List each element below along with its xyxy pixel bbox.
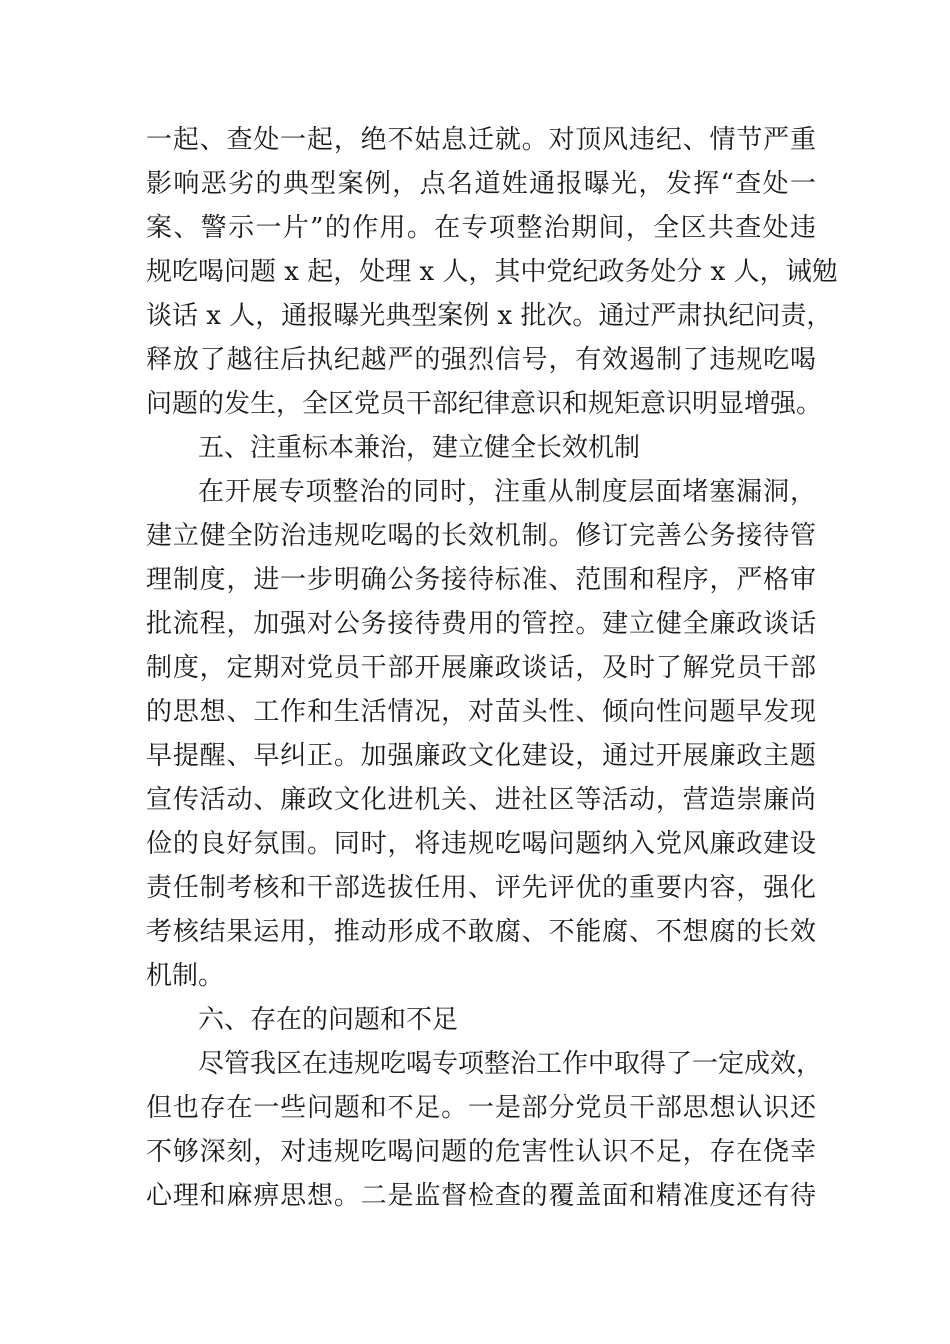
body-text-line: 建立健全防治违规吃喝的长效机制。修订完善公务接待管	[146, 521, 816, 551]
body-text-line: 早提醒、早纠正。加强廉政文化建设，通过开展廉政主题	[146, 741, 816, 771]
body-text-line: 俭的良好氛围。同时，将违规吃喝问题纳入党风廉政建设	[146, 829, 816, 859]
body-text-line: 理制度，进一步明确公务接待标准、范围和程序，严格审	[146, 565, 816, 595]
body-text-line: 机制。	[146, 961, 225, 991]
body-text-line: 影响恶劣的典型案例，点名道姓通报曝光，发挥“查处一	[146, 169, 816, 199]
body-text-line: 谈话 x 人，通报曝光典型案例 x 批次。通过严肃执纪问责，	[146, 301, 833, 331]
body-text-line: 在开展专项整治的同时，注重从制度层面堵塞漏洞，	[198, 477, 816, 507]
body-text-line: 不够深刻，对违规吃喝问题的危害性认识不足，存在侥幸	[146, 1137, 816, 1167]
body-text-line: 释放了越往后执纪越严的强烈信号，有效遏制了违规吃喝	[146, 345, 816, 375]
body-text-line: 宣传活动、廉政文化进机关、进社区等活动，营造崇廉尚	[146, 785, 816, 815]
body-text-line: 考核结果运用，推动形成不敢腐、不能腐、不想腐的长效	[146, 917, 816, 947]
body-text-line: 批流程，加强对公务接待费用的管控。建立健全廉政谈话	[146, 609, 816, 639]
body-text-line: 尽管我区在违规吃喝专项整治工作中取得了一定成效，	[198, 1049, 823, 1079]
body-text-line: 一起、查处一起，绝不姑息迁就。对顶风违纪、情节严重	[146, 125, 816, 155]
body-text-line: 的思想、工作和生活情况，对苗头性、倾向性问题早发现	[146, 697, 816, 727]
body-text-line: 问题的发生，全区党员干部纪律意识和规矩意识明显增强。	[146, 389, 823, 419]
body-text-line: 责任制考核和干部选拔任用、评先评优的重要内容，强化	[146, 873, 816, 903]
body-text-line: 但也存在一些问题和不足。一是部分党员干部思想认识还	[146, 1093, 816, 1123]
section-heading-6: 六、存在的问题和不足	[198, 1005, 459, 1035]
body-text-line: 心理和麻痹思想。二是监督检查的覆盖面和精准度还有待	[146, 1181, 816, 1211]
body-text-line: 制度，定期对党员干部开展廉政谈话，及时了解党员干部	[146, 653, 816, 683]
body-text-line: 规吃喝问题 x 起，处理 x 人，其中党纪政务处分 x 人，诫勉	[146, 257, 838, 287]
body-text-line: 案、警示一片”的作用。在专项整治期间，全区共查处违	[146, 213, 816, 243]
section-heading-5: 五、注重标本兼治，建立健全长效机制	[198, 433, 641, 463]
